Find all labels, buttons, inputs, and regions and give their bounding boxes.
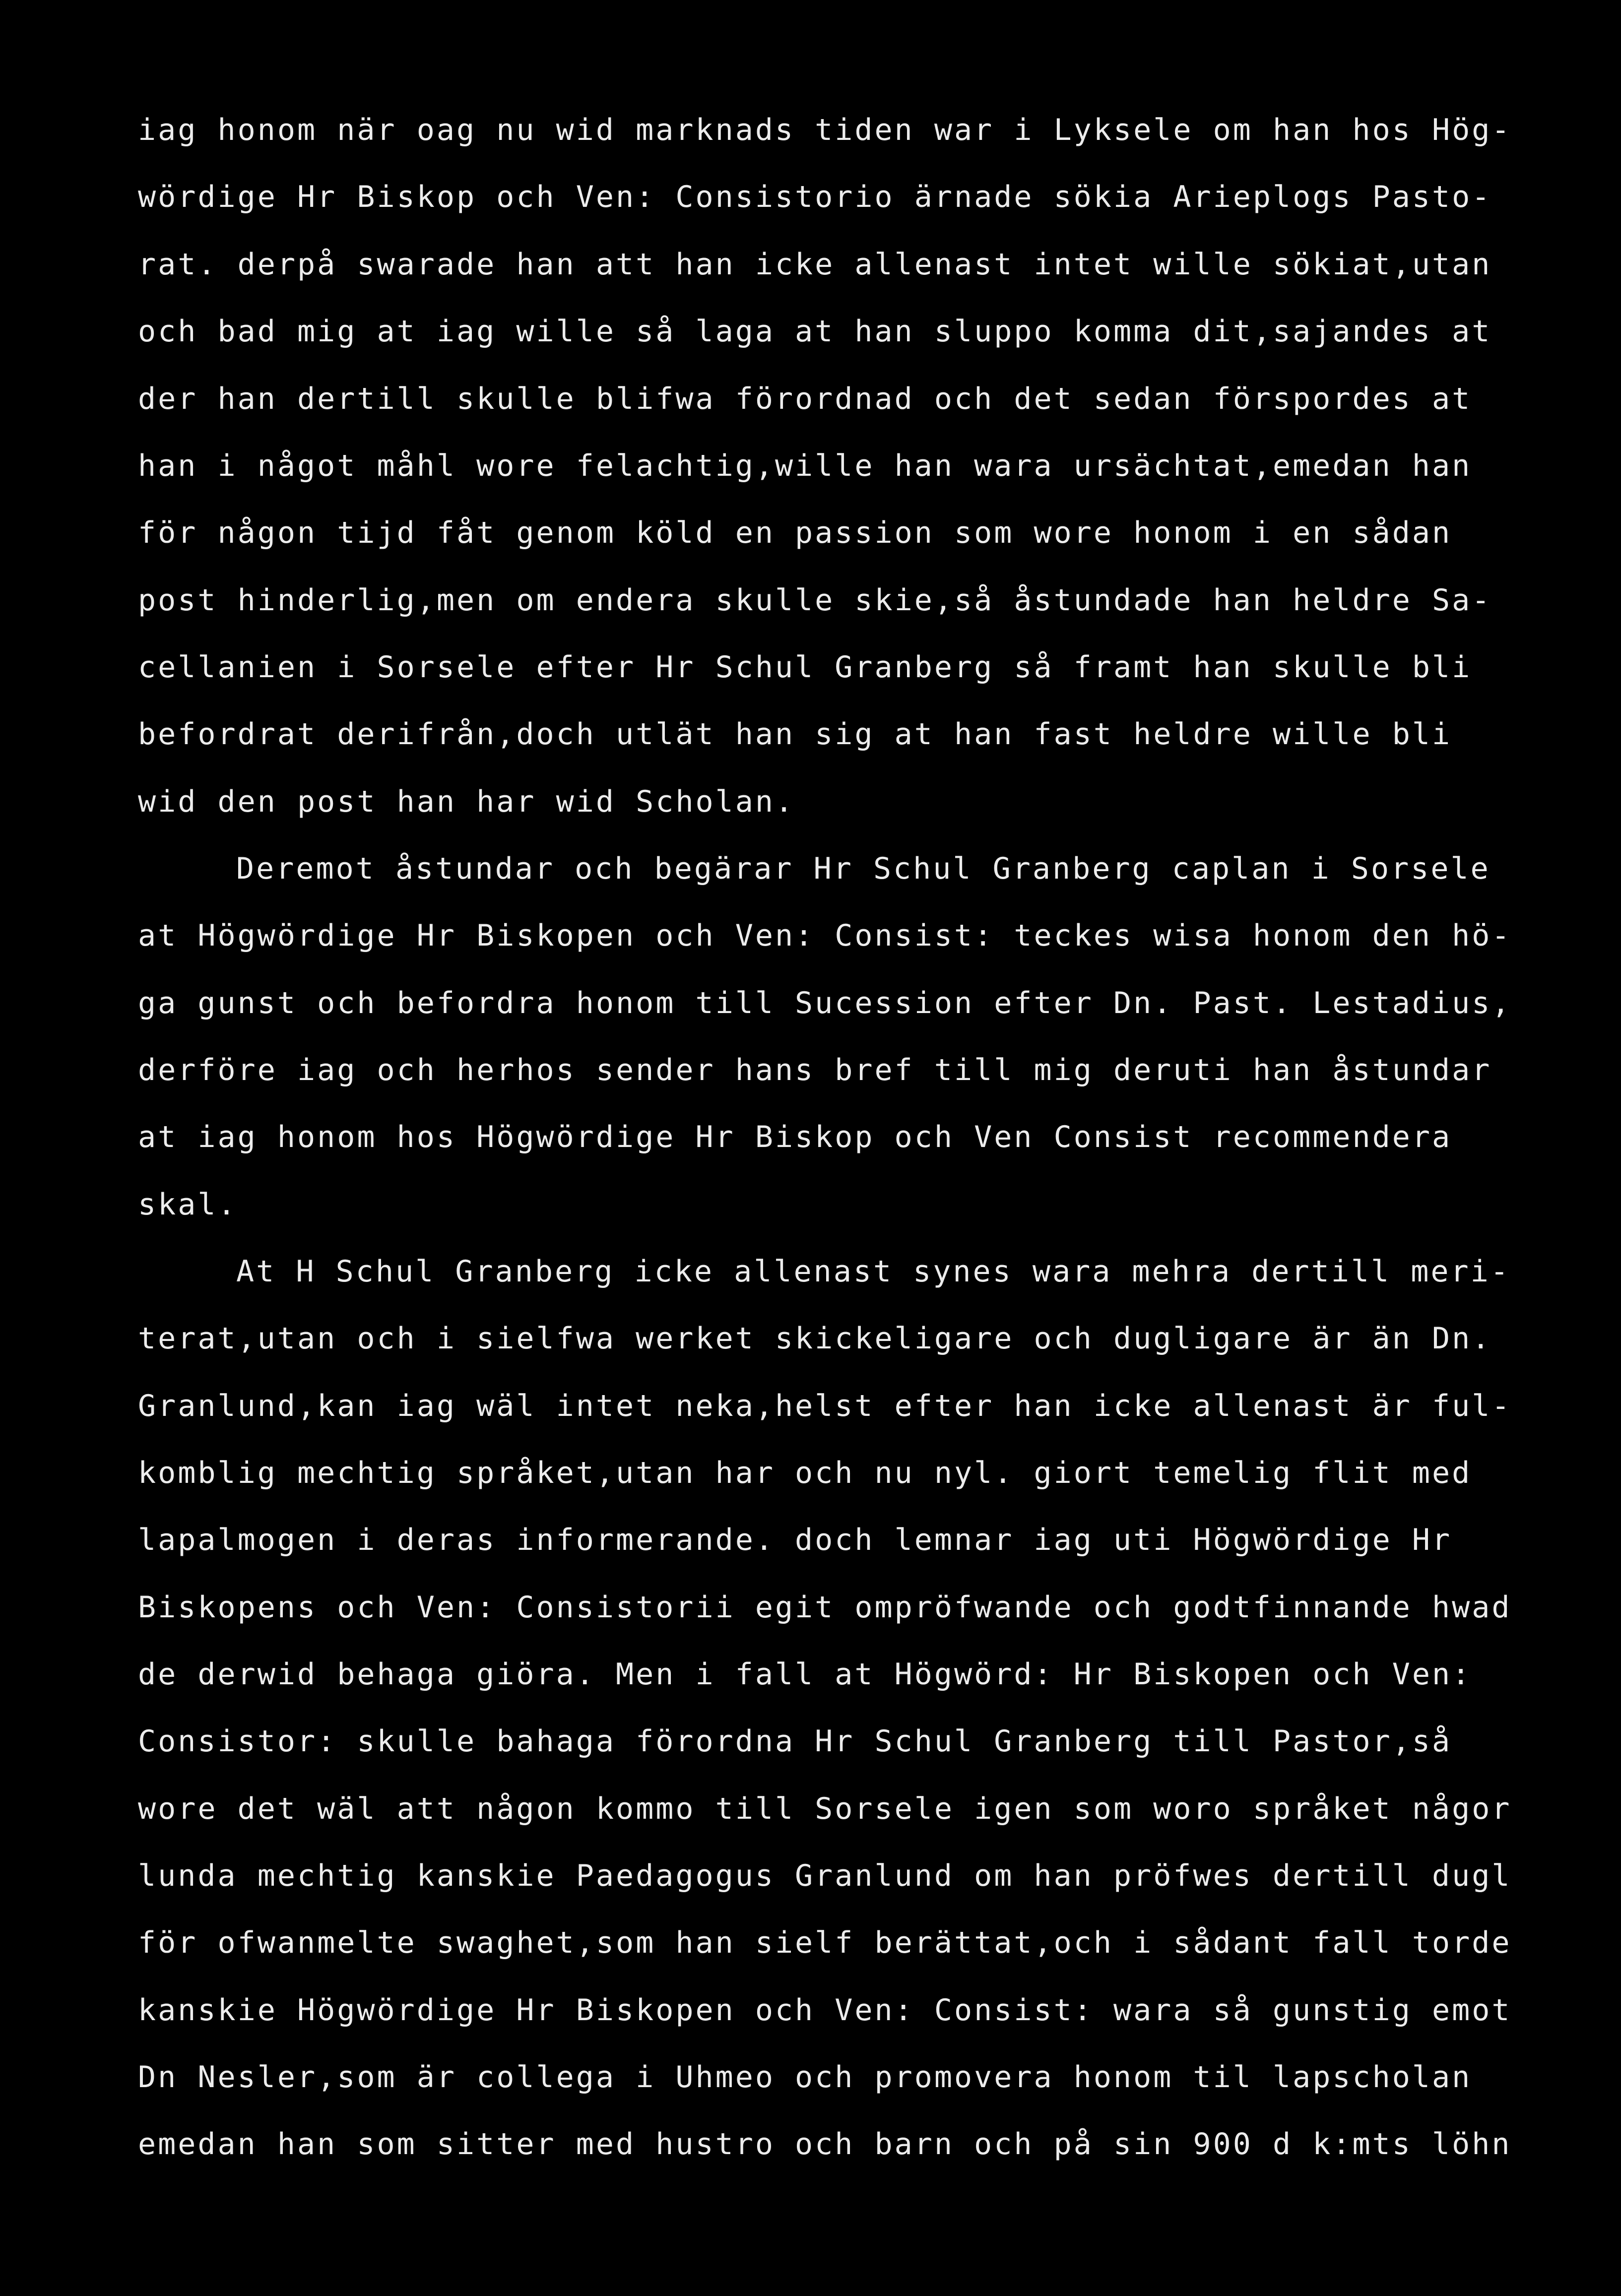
- text-line: och bad mig at iag wille så laga at han sluppo komma dit,sajandes at: [138, 314, 1492, 349]
- paragraph-start-line: At H Schul Granberg icke allenast synes wara mehra dertill meri-: [236, 1254, 1510, 1289]
- text-line: Consistor: skulle bahaga förordna Hr Schul Granberg till Pastor,så: [138, 1724, 1452, 1759]
- text-line: skal.: [138, 1187, 238, 1222]
- text-line: derföre iag och herhos sender hans bref till mig deruti han åstundar: [138, 1053, 1492, 1087]
- paragraph-start-line: Deremot åstundar och begärar Hr Schul Granberg caplan i Sorsele: [236, 851, 1491, 886]
- text-line: wore det wäl att någon kommo till Sorsele igen som woro språket någor: [138, 1791, 1512, 1826]
- text-line: han i något måhl wore felachtig,wille han wara ursächtat,emedan han: [138, 448, 1472, 483]
- text-line: för ofwanmelte swaghet,som han sielf berättat,och i sådant fall torde: [138, 1925, 1512, 1960]
- text-line: de derwid behaga giöra. Men i fall at Högwörd: Hr Biskopen och Ven:: [138, 1657, 1472, 1692]
- text-line: rat. derpå swarade han att han icke allenast intet wille sökiat,utan: [138, 247, 1492, 282]
- text-line: lapalmogen i deras informerande. doch lemnar iag uti Högwördige Hr: [138, 1523, 1452, 1557]
- text-line: emedan han som sitter med hustro och barn och på sin 900 d k:mts löhn: [138, 2127, 1512, 2162]
- text-line: iag honom när oag nu wid marknads tiden war i Lyksele om han hos Hög-: [138, 113, 1512, 147]
- text-line: ga gunst och befordra honom till Sucession efter Dn. Past. Lestadius,: [138, 986, 1512, 1020]
- text-line: cellanien i Sorsele efter Hr Schul Granberg så framt han skulle bli: [138, 650, 1472, 685]
- text-line: Biskopens och Ven: Consistorii egit ompröfwande och godtfinnande hwad: [138, 1590, 1512, 1625]
- text-line: at iag honom hos Högwördige Hr Biskop och Ven Consist recommendera: [138, 1120, 1452, 1154]
- text-line: wördige Hr Biskop och Ven: Consistorio ärnade sökia Arieplogs Pasto-: [138, 180, 1492, 214]
- text-line: post hinderlig,men om endera skulle skie,så åstundade han heldre Sa-: [138, 583, 1492, 618]
- text-line: kanskie Högwördige Hr Biskopen och Ven: Consist: wara så gunstig emot: [138, 1993, 1512, 2028]
- text-line: at Högwördige Hr Biskopen och Ven: Consist: teckes wisa honom den hö-: [138, 918, 1512, 953]
- text-line: komblig mechtig språket,utan har och nu nyl. giort temelig flit med: [138, 1456, 1472, 1490]
- text-line: Dn Nesler,som är collega i Uhmeo och promovera honom til lapscholan: [138, 2060, 1472, 2095]
- text-line: terat,utan och i sielfwa werket skickeligare och dugligare är än Dn.: [138, 1321, 1492, 1356]
- text-line: befordrat derifrån,doch utlät han sig at han fast heldre wille bli: [138, 717, 1452, 752]
- text-line: Granlund,kan iag wäl intet neka,helst efter han icke allenast är ful-: [138, 1389, 1512, 1423]
- text-line: wid den post han har wid Scholan.: [138, 784, 795, 819]
- text-line: der han dertill skulle blifwa förordnad och det sedan förspordes at: [138, 382, 1472, 416]
- text-line: lunda mechtig kanskie Paedagogus Granlund om han pröfwes dertill dugl: [138, 1858, 1512, 1893]
- text-line: för någon tijd fåt genom köld en passion som wore honom i en sådan: [138, 515, 1452, 550]
